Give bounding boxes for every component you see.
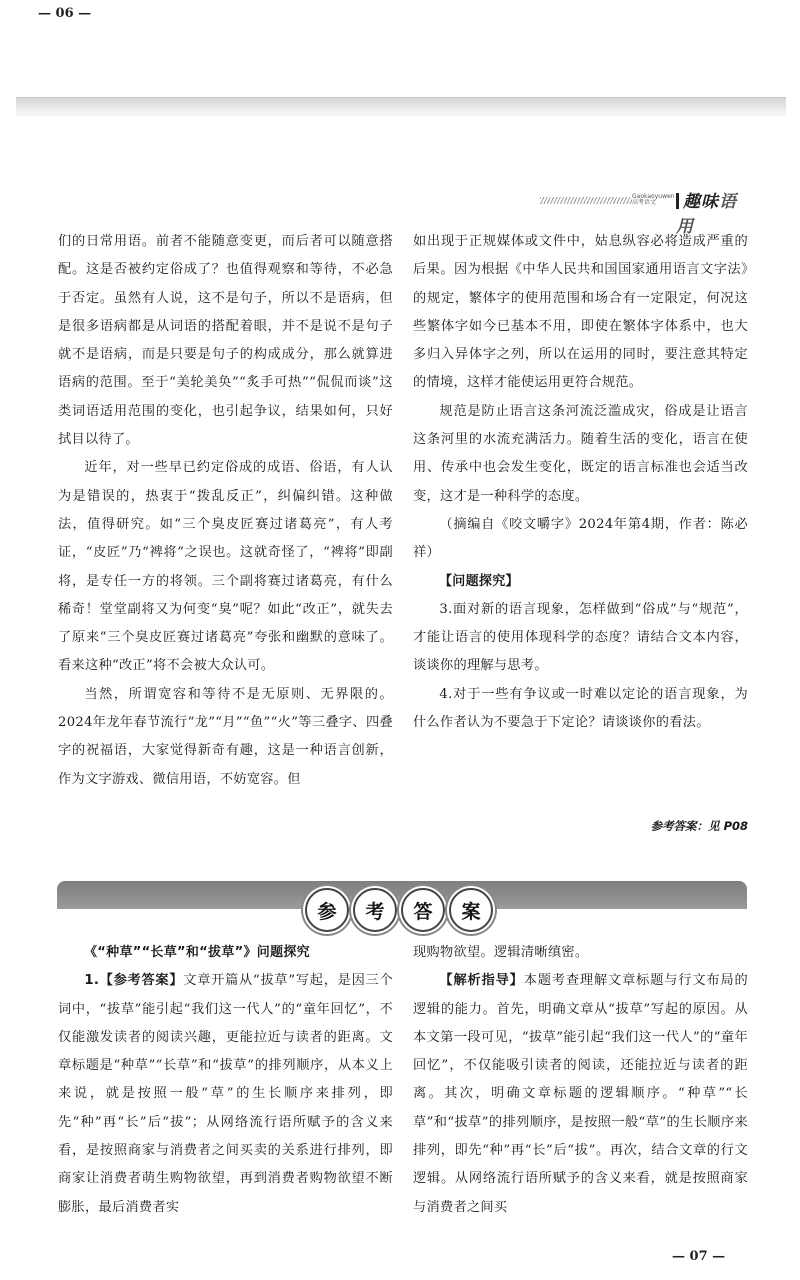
analysis-item: [413, 967, 748, 1222]
answers-column-left: [58, 939, 393, 1222]
answer-text: 文章开篇从“拔草”写起，是因三个词中，“拔草”能引起“我们这一代人”的“童年回忆”，不仅能激发读者的阅读兴趣，更能拉近与读者的距离。文章标题是“种草”“长草”和“拔草”的排列顺序，从本义上来说，就是按照一般“草”的生长顺序来排列，即先“种”再“长”后“拔”；从网络流行语所赋予的含义来看，是按照商家与消费者之间买卖的关系进行排列，即商家让消费者萌生购物欲望，再到消费者购物欲望不断膨胀，最后消费者实: [58, 973, 393, 1215]
article-column-right: [413, 228, 748, 737]
brand-subtitle: Gaokaoyuwen 高考语文: [632, 193, 675, 206]
brand-hatch-decoration: [540, 197, 632, 204]
article-source: （摘编自《咬文嚼字》2024年第4期，作者：陈必祥）: [413, 516, 748, 561]
page-number-bottom: — 07 —: [672, 1249, 726, 1264]
article-paragraph: 们的日常用语。前者不能随意变更，而后者可以随意搭配。这是否被约定俗成了？也值得观察和等待，不必急于否定。虽然有人说，这不是句子，所以不是语病，但是很多语病都是从词语的搭配着眼，并不是说不是句子就不是语病，而是只要是句子的构成成分，那么就算进语病的范围。至于“美轮美奂”“炙手可热”“侃侃而谈”这类词语适用范围的变化，也引起争议，结果如何，只好拭目以待了。: [58, 234, 393, 448]
answers-title-char: 答: [401, 888, 445, 932]
article-column-left: [58, 228, 393, 794]
answer-item: [58, 967, 393, 1222]
answers-title: [305, 888, 493, 932]
answer-tag: 1.【参考答案】: [84, 973, 184, 989]
answers-title-char: 参: [305, 888, 349, 932]
answers-title-char: 案: [449, 888, 493, 932]
column-brand: [540, 187, 748, 237]
reference-answer-note: 参考答案：见 P08: [650, 819, 748, 833]
header-band: [16, 97, 786, 116]
article-paragraph: 近年，对一些早已约定俗成的成语、俗语，有人认为是错误的，热衷于“拨乱反正”，纠偏纠错。这种做法，值得研究。如“三个臭皮匠赛过诸葛亮”，有人考证，“皮匠”乃“裨将”之误也。这就奇怪了，“裨将”即副将，是专任一方的将领。三个副将赛过诸葛亮，有什么稀奇！堂堂副将又为何变“臭”呢？如此“改正”，就失去了原来“三个臭皮匠赛过诸葛亮”夸张和幽默的意味了。看来这种“改正”将不会被大众认可。: [58, 460, 393, 674]
brand-name-part2: 语用: [676, 192, 737, 237]
page-number-top: — 06 —: [38, 6, 92, 21]
question-item: 3.面对新的语言现象，怎样做到“俗成”与“规范”，才能让语言的使用体现科学的态度？请结合文本内容，谈谈你的理解与思考。: [413, 601, 748, 674]
article-paragraph: 如出现于正规媒体或文件中，姑息纵容必将造成严重的后果。因为根据《中华人民共和国国家通用语言文字法》的规定，繁体字的使用范围和场合有一定限定，何况这些繁体字如今已基本不用，即使在繁体字体系中，也大多归入异体字之列，所以在运用的同时，要注意其特定的情境，这样才能使运用更符合规范。: [413, 234, 748, 391]
answers-title-char: 考: [353, 888, 397, 932]
analysis-text: 本题考查理解文章标题与行文布局的逻辑的能力。首先，明确文章从“拔草”写起的原因。从本文第一段可见，“拔草”能引起“我们这一代人”的“童年回忆”，不仅能吸引读者的阅读，还能拉近与读者的距离。其次，明确文章标题的逻辑顺序。“种草”“长草”和“拔草”的排列顺序，是按照一般“草”的生长顺序来排列，即先“种”再“长”后“拔”。再次，结合文章的行文逻辑。从网络流行语所赋予的含义来看，就是按照商家与消费者之间买: [413, 973, 748, 1215]
brand-bar-icon: [676, 193, 679, 209]
article-paragraph: 规范是防止语言这条河流泛滥成灾，俗成是让语言这条河里的水流充满活力。随着生活的变化，语言在使用、传承中也会发生变化，既定的语言标准也会适当改变，这才是一种科学的态度。: [413, 403, 748, 504]
article-paragraph: 当然，所谓宽容和等待不是无原则、无界限的。2024年龙年春节流行“龙”“月”“鱼”“火”等三叠字、四叠字的祝福语，大家觉得新奇有趣，这是一种语言创新，作为文字游戏、微信用语，不妨宽容。但: [58, 686, 393, 787]
questions-header: 【问题探究】: [439, 573, 519, 589]
brand-name-part1: 趣味: [683, 192, 719, 212]
analysis-tag: 【解析指导】: [439, 973, 524, 989]
answers-column-right: [413, 939, 748, 1222]
answer-continuation: 现购物欲望。逻辑清晰缜密。: [413, 945, 589, 960]
question-item: 4.对于一些有争议或一时难以定论的语言现象，为什么作者认为不要急于下定论？请谈谈你的看法。: [413, 686, 748, 731]
answers-section-title: 《“种草”“长草”和“拔草”》问题探究: [84, 945, 310, 960]
